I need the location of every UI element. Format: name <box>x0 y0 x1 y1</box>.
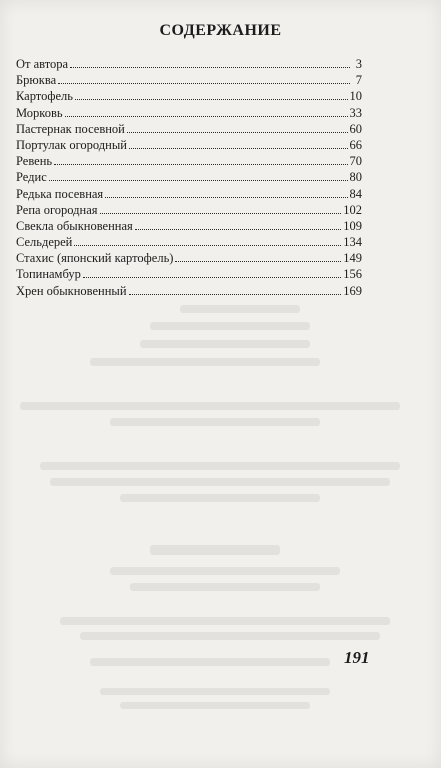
show-through-block <box>180 305 300 313</box>
toc-entry <box>16 169 362 185</box>
toc-entry-label: Редька посевная <box>16 186 104 201</box>
show-through-block <box>20 402 400 410</box>
toc-entry-page: 70 <box>349 154 362 169</box>
dot-leader <box>105 187 347 198</box>
dot-leader <box>75 89 348 100</box>
page-title: СОДЕРЖАНИЕ <box>159 22 282 39</box>
toc-entry-label: Свекла обыкновенная <box>16 218 133 233</box>
dot-leader <box>58 73 350 84</box>
toc-entry-label: Стахис (японский картофель) <box>16 251 174 266</box>
toc-entry <box>16 56 362 72</box>
toc-entry-page: 149 <box>343 251 362 266</box>
toc-entry-page: 134 <box>343 235 362 250</box>
toc-entry <box>16 202 362 218</box>
table-of-contents <box>16 56 362 299</box>
dot-leader <box>74 235 341 246</box>
toc-entry <box>16 105 362 121</box>
show-through-block <box>90 658 330 666</box>
toc-entry <box>16 72 362 88</box>
toc-entry <box>16 153 362 169</box>
toc-entry <box>16 137 362 153</box>
dot-leader <box>83 267 341 278</box>
toc-entry-page: 10 <box>349 89 362 104</box>
toc-entry-label: Брюква <box>16 73 57 88</box>
toc-entry-label: Морковь <box>16 105 63 120</box>
dot-leader <box>70 57 350 68</box>
toc-entry-label: Портулак огородный <box>16 137 127 152</box>
dot-leader <box>129 138 348 149</box>
toc-entry-page: 80 <box>349 170 362 185</box>
toc-entry-label: Репа огородная <box>16 202 98 217</box>
toc-entry <box>16 218 362 234</box>
toc-entry <box>16 186 362 202</box>
show-through-block <box>40 462 400 470</box>
toc-entry-label: Пастернак посевной <box>16 121 125 136</box>
dot-leader <box>100 203 342 214</box>
toc-entry-page: 66 <box>349 137 362 152</box>
show-through-block <box>80 632 380 640</box>
toc-entry-label: Топинамбур <box>16 267 81 282</box>
toc-entry <box>16 121 362 137</box>
toc-entry-page: 3 <box>355 57 362 71</box>
dot-leader <box>129 284 342 295</box>
dot-leader <box>127 122 348 133</box>
toc-entry-label: Картофель <box>16 89 73 104</box>
toc-entry-label: Ревень <box>16 154 53 169</box>
show-through-block <box>150 545 280 555</box>
toc-entry <box>16 266 362 282</box>
dot-leader <box>175 251 341 262</box>
show-through-block <box>60 617 390 625</box>
toc-entry-page: 109 <box>343 218 362 233</box>
toc-entry-label: Хрен обыкновенный <box>16 283 127 298</box>
dot-leader <box>54 154 347 165</box>
dot-leader <box>65 106 348 117</box>
toc-entry-page: 33 <box>349 105 362 120</box>
show-through-block <box>110 418 320 426</box>
toc-entry-page: 60 <box>349 121 362 136</box>
toc-entry-page: 156 <box>343 267 362 282</box>
toc-entry <box>16 283 362 299</box>
dot-leader <box>49 170 348 181</box>
show-through-block <box>50 478 390 486</box>
toc-entry <box>16 234 362 250</box>
show-through-block <box>90 358 320 366</box>
show-through-block <box>100 688 330 695</box>
toc-entry-page: 102 <box>343 202 362 217</box>
page-number: 191 <box>344 648 370 667</box>
show-through-block <box>150 322 310 330</box>
dot-leader <box>135 219 341 230</box>
toc-entry-label: Сельдерей <box>16 235 73 250</box>
show-through-block <box>120 702 310 709</box>
show-through-block <box>120 494 320 502</box>
show-through-block <box>140 340 310 348</box>
toc-entry-page: 169 <box>343 283 362 298</box>
toc-entry-label: Редис <box>16 170 47 185</box>
show-through-block <box>130 583 320 591</box>
show-through-block <box>110 567 340 575</box>
toc-entry <box>16 250 362 266</box>
toc-entry-label: От автора <box>16 57 69 71</box>
toc-entry-page: 7 <box>355 73 362 88</box>
toc-entry <box>16 88 362 104</box>
toc-entry-page: 84 <box>349 186 362 201</box>
